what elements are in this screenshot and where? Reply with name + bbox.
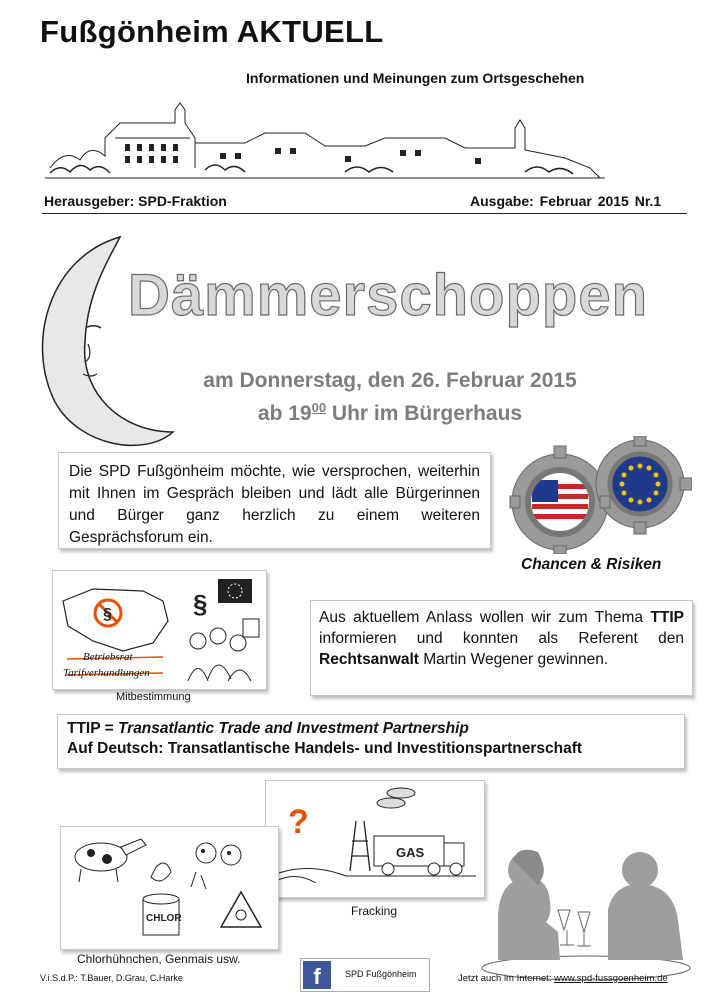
page-subtitle: Informationen und Meinungen zum Ortsgeschehen <box>246 70 585 86</box>
intro-box <box>58 452 491 549</box>
page-title: Fußgönheim AKTUELL <box>40 14 384 49</box>
intro-text: Die SPD Fußgönheim möchte, wie versprochen, weiterhin mit Ihnen im Gespräch bleiben und lädt alle Bürgerinnen und Bürger ganz herzlich zu einem weiteren Gesprächsforum ein. <box>69 463 480 546</box>
event-time-suffix: Uhr im Bürgerhaus <box>326 402 523 425</box>
credits: V.i.S.d.P.: T.Bauer, D.Grau, C.Harke <box>40 973 183 983</box>
toasting-couple-illustration <box>468 840 696 982</box>
website-link[interactable]: www.spd-fussgoenheim.de <box>554 973 668 984</box>
event-time <box>0 395 726 427</box>
svg-text:§: § <box>193 589 208 619</box>
fracking-illustration <box>265 780 485 898</box>
ttip-definition-line-2: Auf Deutsch: Transatlantische Handels- und Investitionspartnerschaft <box>67 740 583 757</box>
mitbestimmung-label-tarif: Tarifverhandlungen <box>63 667 150 679</box>
gears-caption: Chancen & Risiken <box>521 556 662 573</box>
event-time-sup: 00 <box>311 400 327 415</box>
village-skyline-illustration <box>45 98 605 183</box>
chlor-barrel-label: CHLOR <box>146 913 182 924</box>
mitbestimmung-illustration <box>52 570 267 690</box>
mitbestimmung-caption: Mitbestimmung <box>116 691 191 703</box>
facebook-label: SPD Fußgönheim <box>345 969 417 979</box>
event-time-prefix: ab 19 <box>257 402 312 425</box>
website-prefix: Jetzt auch im Internet: <box>458 973 555 984</box>
ttip-definition-line-1 <box>67 719 675 739</box>
us-eu-gears-illustration <box>508 436 692 554</box>
ttip-definition-box <box>57 714 685 769</box>
gas-truck-label: GAS <box>396 845 425 860</box>
facebook-badge[interactable] <box>300 958 430 992</box>
ttip-definition-english: Transatlantic Trade and Investment Partnership <box>117 720 469 737</box>
svg-text:§: § <box>103 606 112 623</box>
publisher-label: Herausgeber: SPD-Fraktion <box>44 193 227 209</box>
ttip-info-text-2: informieren und konnten als Referent den <box>319 630 684 647</box>
mitbestimmung-label-betriebsrat: Betriebsrat <box>83 651 133 663</box>
question-mark: ? <box>288 803 309 841</box>
ttip-definition-prefix: TTIP = <box>67 720 118 737</box>
issue-label: Ausgabe: Februar 2015 Nr.1 <box>470 193 662 209</box>
ttip-info-role: Rechtsanwalt <box>319 651 419 668</box>
event-title: Dämmerschoppen <box>128 263 649 328</box>
ttip-info-text-3: Martin Wegener gewinnen. <box>418 651 609 668</box>
ttip-info-text-1: Aus aktuellem Anlass wollen wir zum Thema <box>319 609 651 626</box>
chlor-caption: Chlorhühnchen, Genmais usw. <box>77 952 241 966</box>
chlor-illustration <box>60 826 279 950</box>
event-date: am Donnerstag, den 26. Februar 2015 <box>203 369 577 392</box>
header-divider <box>42 213 687 214</box>
ttip-info-ttip: TTIP <box>650 609 684 626</box>
chlor-drawing <box>61 827 278 949</box>
facebook-icon: f <box>303 961 331 989</box>
ttip-info-box <box>310 600 693 696</box>
fracking-caption: Fracking <box>351 904 398 918</box>
website-line <box>458 973 668 984</box>
fracking-drawing <box>266 781 484 897</box>
